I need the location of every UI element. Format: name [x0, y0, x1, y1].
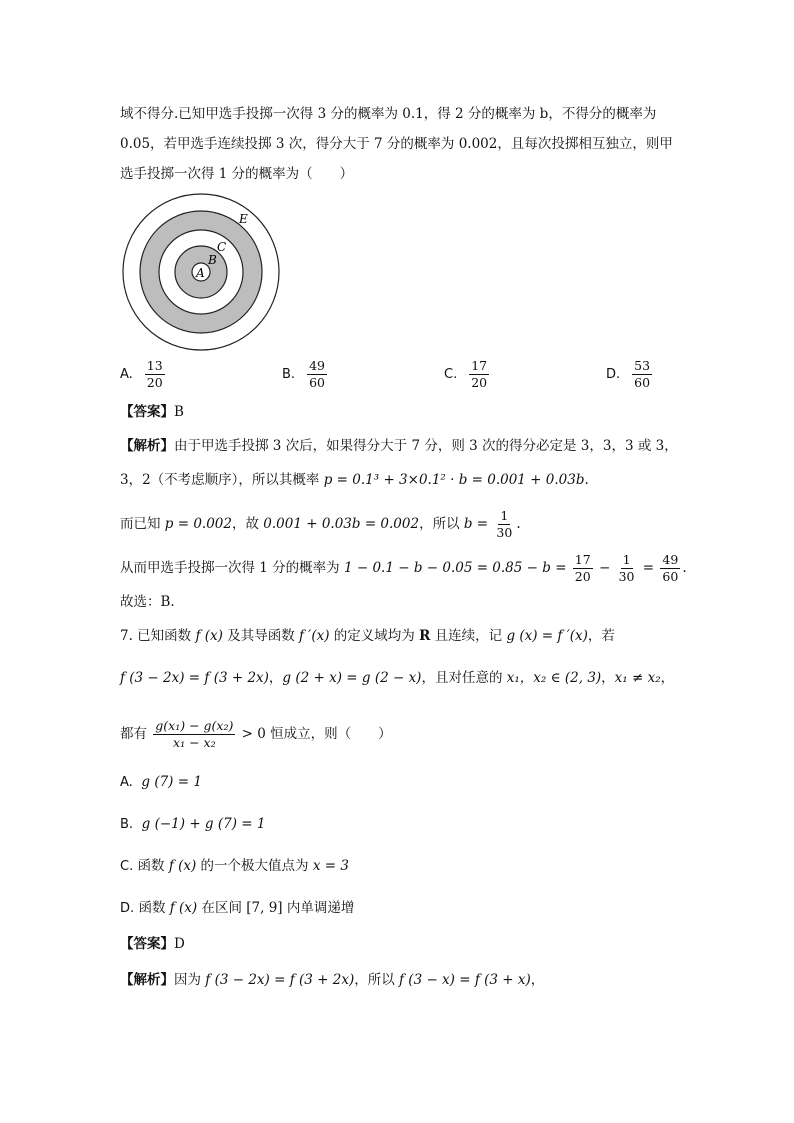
fraction: $\frac{1}{30}$: [496, 508, 513, 540]
label-e: E: [239, 212, 248, 226]
q6-analysis-line-5: 故选：B.: [120, 594, 175, 610]
option-fraction: $\frac{53}{60}$: [634, 358, 651, 390]
target-diagram: [120, 192, 284, 352]
q6-text-line-3: 选手投掷一次得 1 分的概率为（ ）: [120, 166, 354, 182]
label-b: B: [208, 253, 217, 267]
option-label: D.: [606, 367, 621, 382]
q6-analysis-line-2: 3，2（不考虑顺序），所以其概率 p = 0.1³ + 3×0.1² · b = 0.001 + 0.03b.: [120, 472, 589, 488]
q6-option-a: [120, 358, 167, 391]
option-label: C.: [444, 367, 458, 382]
q6-analysis-line-4: 从而甲选手投掷一次得 1 分的概率为 1 − 0.1 − b − 0.05 = 0.85 − b = $\frac{17}{20}$ − $\frac{1}{30}$ = $\frac{49}{60}$ .: [120, 552, 687, 584]
q7-answer: 【答案】D: [120, 936, 185, 952]
q7-text-line-2: f (3 − 2x) = f (3 + 2x)，g (2 + x) = g (2 − x)，且对任意的 x₁，x₂ ∈ (2, 3)，x₁ ≠ x₂，: [120, 670, 675, 686]
q6-analysis-line-3: 而已知 p = 0.002，故 0.001 + 0.03b = 0.002，所以 b = $\frac{1}{30}$ .: [120, 508, 521, 540]
q7-option-b: B. g (−1) + g (7) = 1: [120, 816, 266, 832]
q6-option-d: [606, 358, 654, 391]
q7-option-a: A. g (7) = 1: [120, 774, 202, 790]
q6-answer: 【答案】B: [120, 404, 184, 420]
q7-option-c: C. 函数 f (x) 的一个极大值点为 x = 3: [120, 858, 349, 874]
label-a: A: [196, 266, 205, 280]
q7-analysis-line-1: 【解析】因为 f (3 − 2x) = f (3 + 2x)，所以 f (3 − x) = f (3 + x)，: [120, 972, 545, 988]
label-c: C: [217, 240, 227, 254]
q7-text-line-1: 7. 已知函数 f (x) 及其导函数 f ′(x) 的定义域均为 R 且连续，记 g (x) = f ′(x)，若: [120, 628, 615, 644]
q6-option-c: [444, 358, 491, 391]
option-fraction: $\frac{49}{60}$: [309, 358, 325, 390]
option-label: B.: [282, 367, 296, 382]
option-fraction: $\frac{17}{20}$: [471, 358, 488, 390]
q6-text-line-1: 域不得分.已知甲选手投掷一次得 3 分的概率为 0.1，得 2 分的概率为 b，不得分的概率为: [120, 106, 657, 122]
q6-analysis-line-1: 【解析】由于甲选手投掷 3 次后，如果得分大于 7 分，则 3 次的得分必定是 3，3，3 或 3，: [120, 438, 678, 454]
q7-text-line-3: 都有 $\frac{\text{g(x₁) − g(x₂)}}{\text{x₁ − x₂}}$ > 0 恒成立，则（ ）: [120, 718, 392, 750]
option-label: A.: [120, 367, 133, 382]
fraction: $\frac{\text{g(x₁) − g(x₂)}}{\text{x₁ − x₂}}$: [155, 718, 234, 750]
q6-option-b: [282, 358, 329, 391]
q7-option-d: D. 函数 f (x) 在区间 [7, 9] 内单调递增: [120, 900, 355, 916]
option-fraction: $\frac{13}{20}$: [146, 358, 163, 390]
q6-text-line-2: 0.05，若甲选手连续投掷 3 次，得分大于 7 分的概率为 0.002，且每次投掷相互独立，则甲: [120, 136, 673, 152]
